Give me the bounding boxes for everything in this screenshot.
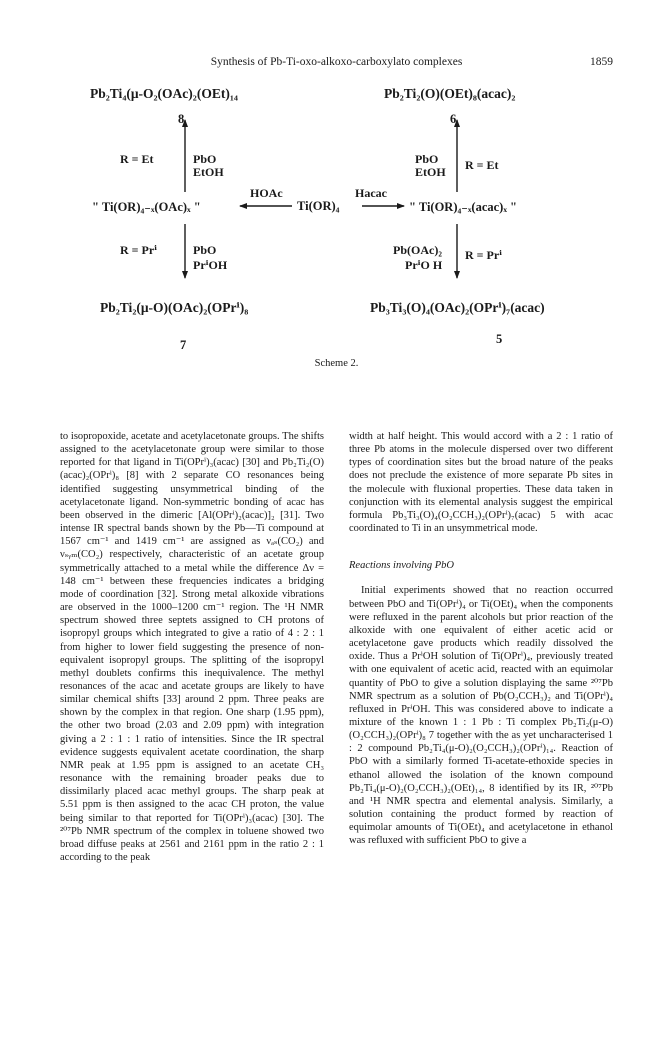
- page-number: 1859: [590, 56, 613, 68]
- compound-5-number: 5: [496, 332, 503, 346]
- condition-ul-reagent-1: PbO: [193, 152, 217, 166]
- compound-7-formula: Pb₂Ti₂(μ-O)(OAc)₂(OPrⁱ)₈: [100, 300, 249, 315]
- reagent-hacac: Hacac: [355, 186, 387, 200]
- compound-6-formula: Pb₂Ti₂(O)(OEt)₈(acac)₂: [384, 86, 516, 101]
- scheme-caption: Scheme 2.: [314, 358, 359, 369]
- condition-lr-reagent-2: PrⁱO H: [405, 258, 443, 272]
- condition-lr-reagent-1: Pb(OAc)₂: [393, 243, 442, 257]
- running-header: [60, 56, 613, 72]
- condition-ur-reagent-1: PbO: [415, 152, 439, 166]
- condition-ul-r: R = Et: [120, 152, 154, 166]
- compound-8-number: 8: [178, 112, 185, 126]
- right-column: [349, 430, 613, 848]
- running-title: Synthesis of Pb-Ti-oxo-alkoxo-carboxylato complexes: [210, 56, 463, 68]
- condition-ul-reagent-2: EtOH: [193, 165, 224, 179]
- right-column-paragraph-2: Initial experiments showed that no reaction occurred between PbO and Ti(OPrⁱ)₄ or Ti(OEt)₄ when the components were refluxed in the parent alcohols but prior reaction of the alkoxide with one equivalent of either acetic acid or acetylacetone gave products which readily dissolved the oxide. Thus a PrⁱOH solution of Ti(OPrⁱ)₄, previously treated with one equivalent of acetic acid, reacted with an equimolar quantity of PbO to give a solution displaying the same ²⁰⁷Pb NMR spectrum as a solution of Pb(O₂CCH₃)₂ and Ti(OPrⁱ)₄ refluxed in PrⁱOH. This was considered above to indicate a mixture of the known 1 : 1 Pb : Ti complex Pb₂Ti₂(μ-O)(O₂CCH₃)₂(OPrⁱ)₈ 7 together with the as yet uncharacterised 1 : 2 compound Pb₂Ti₄(μ-O)₂(O₂CCH₃)₂(OPrⁱ)₁₄. Reaction of PbO with a similarly formed Ti-acetate-ethoxide species in ethanol allowed the isolation of the known compound Pb₂Ti₄(μ-O)₂(O₂CCH₃)₂(OEt)₁₄, 8 identified by its IR, ²⁰⁷Pb and ¹H NMR spectra and elemental analysis. Similarly, a solution containing the product formed by reaction of equimolar amounts of Ti(OEt)₄ and acetylacetone in ethanol was refluxed with sufficient PbO to give a: [349, 585, 613, 847]
- condition-ur-r: R = Et: [465, 158, 499, 172]
- compound-5-formula: Pb₃Ti₃(O)₄(OAc)₂(OPrⁱ)₇(acac): [370, 300, 545, 315]
- scheme-arrows: [60, 82, 613, 382]
- left-column: [60, 430, 324, 864]
- reaction-scheme: [60, 82, 613, 382]
- condition-ll-reagent-1: PbO: [193, 243, 217, 257]
- condition-ll-reagent-2: PrⁱOH: [193, 258, 228, 272]
- intermediate-acetate: " Ti(OR)₄₋ₓ(OAc)ₓ ": [92, 200, 201, 214]
- reagent-hoac: HOAc: [250, 186, 283, 200]
- condition-ll-r: R = Prⁱ: [120, 243, 158, 257]
- section-heading: Reactions involving PbO: [349, 560, 454, 572]
- right-column-paragraph-1: width at half height. This would accord with a 2 : 1 ratio of three Pb atoms in the molecule dispersed over two different types of coordination sites but the broad nature of the peaks does not preclude the existence of more separate Pb sites in the molecule with fluxional properties. These data taken in conjunction with its elemental analysis suggest the empirical formula Pb₃Ti₃(O)₄(O₂CCH₃)₂(OPrⁱ)₇(acac) 5 with acac coordinated to Ti in an unsymmetrical mode.: [349, 431, 613, 535]
- compound-8-formula: Pb₂Ti₄(μ-O₂(OAc)₂(OEt)₁₄: [90, 86, 238, 101]
- center-alkoxide: Ti(OR)₄: [297, 199, 340, 213]
- left-column-paragraph: to isopropoxide, acetate and acetylacetonate groups. The shifts assigned to the acetylacetonate group were similar to those reported for that ligand in Ti(OPrⁱ)₃(acac) [30] and Pb₂Ti₂(O)(acac)₂(OPrⁱ)₈ [8] with 2 separate CO resonances being identified suggesting unsymmetrical binding of the acetylacetonate ligand. Non-symmetric bonding of acac has been observed in the dimeric [Al(OPrⁱ)₂(acac)]₂ [31]. Two intense IR spectral bands shown by the Pb—Ti compound at 1567 cm⁻¹ and 1419 cm⁻¹ are assigned as νₐₛ(CO₂) and νₛᵧₘ(CO₂) respectively, characteristic of an acetate group symmetrically attached to a metal while the difference Δν = 148 cm⁻¹ between these frequencies indicates a bridging mode of coordination [32]. Strong metal alkoxide vibrations are observed in the 1000–1200 cm⁻¹ region. The ¹H NMR spectrum showed three septets assigned to CH protons of isopropyl groups which integrated to give a ratio of 4 : 2 : 1 from higher to lower field suggesting the presence of non-equivalent isopropyl groups. The splitting of the isopropyl methyl doublets confirms this inequivalence. The methyl resonances of the acac and acetate groups are likely to have similar chemical shifts [33] around 2 ppm. Three peaks are shown by the complex in that region. One sharp (1.95 ppm), the other two broad (2.03 and 2.09 ppm) with integration giving a 2 : 1 : 1 ratio of intensities. Since the IR spectral evidence suggests equivalent acetate coordination, the sharp NMR peak at 1.95 ppm is assigned to an acetate CH₃ resonance with the remaining broader peaks due to dissimilarly placed acac methyl groups. The sharp peak at 5.51 ppm is then assigned to the acac CH proton, the value being similar to that reported for Ti(OPrⁱ)₃(acac) [30]. The ²⁰⁷Pb NMR spectrum of the complex in toluene showed two broad diffuse peaks at 2561 and 2161 ppm in the ratio 2 : 1 according to the peak: [60, 431, 324, 863]
- condition-ur-reagent-2: EtOH: [415, 165, 446, 179]
- compound-7-number: 7: [180, 338, 187, 352]
- compound-6-number: 6: [450, 112, 457, 126]
- intermediate-acac: " Ti(OR)₄₋ₓ(acac)ₓ ": [409, 200, 517, 214]
- condition-lr-r: R = Prⁱ: [465, 248, 503, 262]
